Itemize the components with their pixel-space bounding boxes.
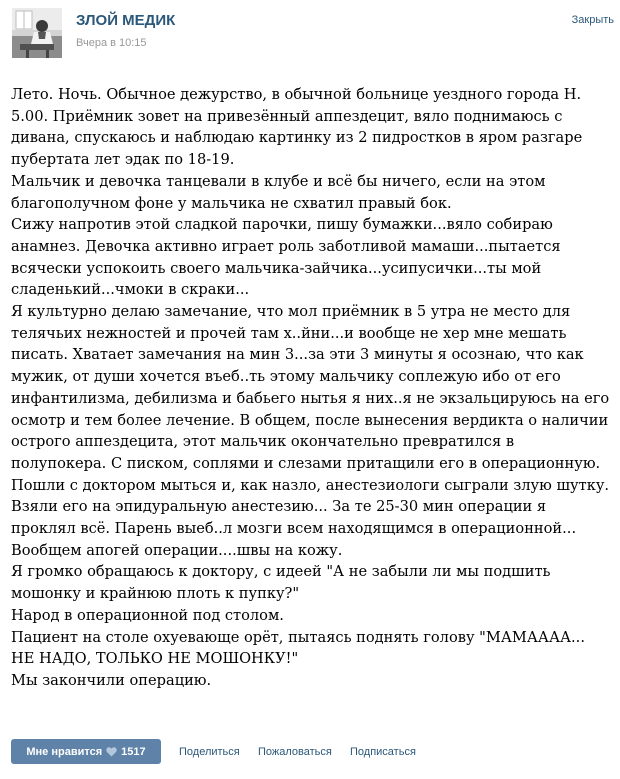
post-paragraph: Мы закончили операцию. [11,671,212,689]
post-date[interactable]: Вчера в 10:15 [76,37,147,49]
author-name[interactable]: ЗЛОЙ МЕДИК [76,12,176,29]
post-header [0,0,620,62]
report-link[interactable]: Пожаловаться [258,746,332,758]
post-paragraph: Лето. Ночь. Обычное дежурство, в обычной больнице уездного города Н. 5.00. Приёмник зовет на привезённый аппездецит, вяло поднимаюсь с дивана, спускаюсь и наблюдаю картинку из 2 пидростков в яром разгаре пубертата лет эдак по 18-19. [11,86,583,169]
post-paragraph: Я громко обращаюсь к доктору, с идеей "А не забыли ли мы подшить мошонку и крайнюю плоть к пупку?" [11,563,551,603]
post-paragraph: Народ в операционной под столом. [11,606,284,624]
avatar[interactable] [12,8,62,58]
post-paragraph: Пациент на столе охуевающе орёт, пытаясь поднять голову "МАМАААА... НЕ НАДО, ТОЛЬКО НЕ МОШОНКУ!" [11,628,585,668]
like-count: 1517 [121,745,146,758]
post-paragraph: Сижу напротив этой сладкой парочки, пишу бумажки...вяло собираю анамнез. Девочка активно играет роль заботливой мамаши...пытается всячески успокоить своего мальчика-зайчика...усипусички...ты мой сладенький...чмоки в скраки... [11,216,561,299]
share-link[interactable]: Поделиться [179,746,240,758]
like-button[interactable] [11,739,161,764]
post-paragraph: Я культурно делаю замечание, что мол приёмник в 5 утра не место для телячьих нежностей и прочей там х..йни...и вообще не хер мне мешать писать. Хватает замечания на мин 3...за эти 3 минуты я осознаю, что как мужик, от души хочется въеб..ть этому мальчику соплежую ибо от его инфантилизма, дебилизма и бабьего нытья я них..я не экзальцируюсь на его осмотр и тем более лечение. В общем, после вынесения вердикта о наличии острого аппездецита, этот мальчик окончательно превратился в полупокера. С писком, соплями и слезами притащили его в операционную. Пошли с доктором мыться и, как назло, анестезиологи сыграли злую шутку. Взяли его на эпидуральную анестезию... За те 25-30 мин операции я проклял всё. Парень выеб..л мозги всем находящимся в операционной... [11,303,610,538]
close-link[interactable]: Закрыть [571,14,614,26]
post-actions [0,738,620,768]
like-label: Мне нравится [26,745,103,758]
post-paragraph: Мальчик и девочка танцевали в клубе и всё бы ничего, если на этом благополучном фоне у мальчика не схватил правый бок. [11,172,546,212]
post-paragraph: Вообщем апогей операции....швы на кожу. [11,541,343,559]
heart-icon [106,747,117,757]
post-text [11,84,611,692]
subscribe-link[interactable]: Подписаться [350,746,416,758]
avatar-image [12,8,62,58]
